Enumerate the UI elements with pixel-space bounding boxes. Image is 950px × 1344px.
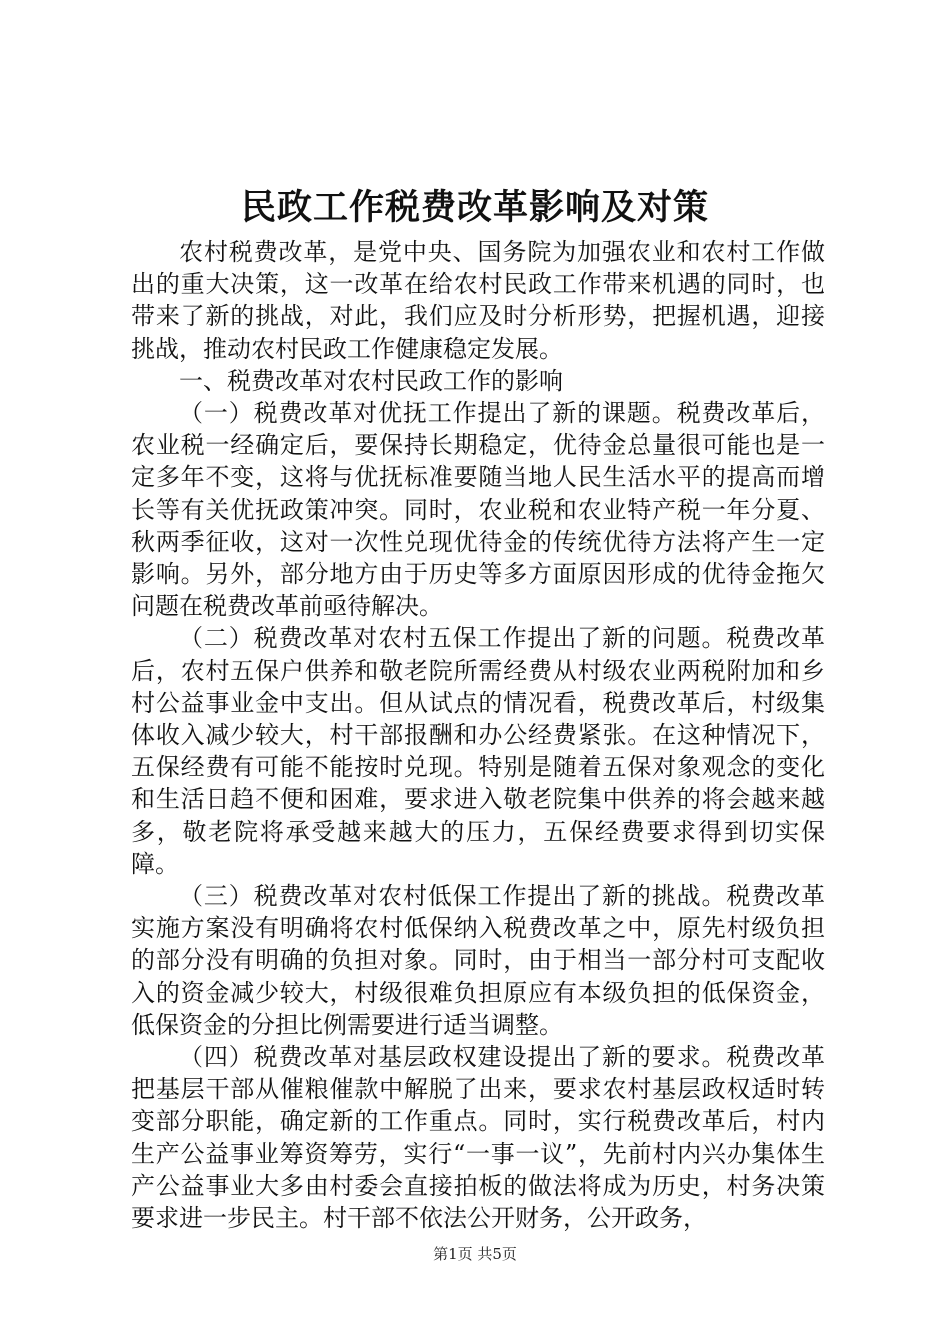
document-title: 民政工作税费改革影响及对策 xyxy=(240,187,709,228)
paragraph-item-2: （二）税费改革对农村五保工作提出了新的问题。税费改革后，农村五保户供养和敬老院所需经费从村级农业两税附加和乡村公益事业金中支出。但从试点的情况看，税费改革后，村级集体收入减少较大，村干部报酬和办公经费紧张。在这种情况下，五保经费有可能不能按时兑现。特别是随着五保对象观念的变化和生活日趋不便和困难，要求进入敬老院集中供养的将会越来越多，敬老院将承受越来越大的压力，五保经费要求得到切实保障。 xyxy=(131,624,825,878)
paragraph-item-3: （三）税费改革对农村低保工作提出了新的挑战。税费改革实施方案没有明确将农村低保纳入税费改革之中，原先村级负担的部分没有明确的负担对象。同时，由于相当一部分村可支配收入的资金减少较大，村级很难负担原应有本级负担的低保资金，低保资金的分担比例需要进行适当调整。 xyxy=(131,882,825,1039)
section-heading-1: 一、税费改革对农村民政工作的影响 xyxy=(179,366,563,395)
paragraph-intro: 农村税费改革，是党中央、国务院为加强农业和农村工作做出的重大决策，这一改革在给农村民政工作带来机遇的同时，也带来了新的挑战，对此，我们应及时分析形势，把握机遇，迎接挑战，推动农村民政工作健康稳定发展。 xyxy=(131,238,825,363)
page-number-footer: 第1页 共5页 xyxy=(433,1245,517,1263)
paragraph-item-1: （一）税费改革对优抚工作提出了新的课题。税费改革后，农业税一经确定后，要保持长期稳定，优待金总量很可能也是一定多年不变，这将与优抚标准要随当地人民生活水平的提高而增长等有关优抚政策冲突。同时，农业税和农业特产税一年分夏、秋两季征收，这对一次性兑现优待金的传统优待方法将产生一定影响。另外，部分地方由于历史等多方面原因形成的优待金拖欠问题在税费改革前亟待解决。 xyxy=(131,399,825,621)
paragraph-item-4: （四）税费改革对基层政权建设提出了新的要求。税费改革把基层干部从催粮催款中解脱了出来，要求农村基层政权适时转变部分职能，确定新的工作重点。同时，实行税费改革后，村内生产公益事业筹资筹劳，实行“一事一议”，先前村内兴办集体生产公益事业大多由村委会直接拍板的做法将成为历史，村务决策要求进一步民主。村干部不依法公开财务，公开政务， xyxy=(131,1043,825,1233)
document-body xyxy=(131,236,825,1234)
